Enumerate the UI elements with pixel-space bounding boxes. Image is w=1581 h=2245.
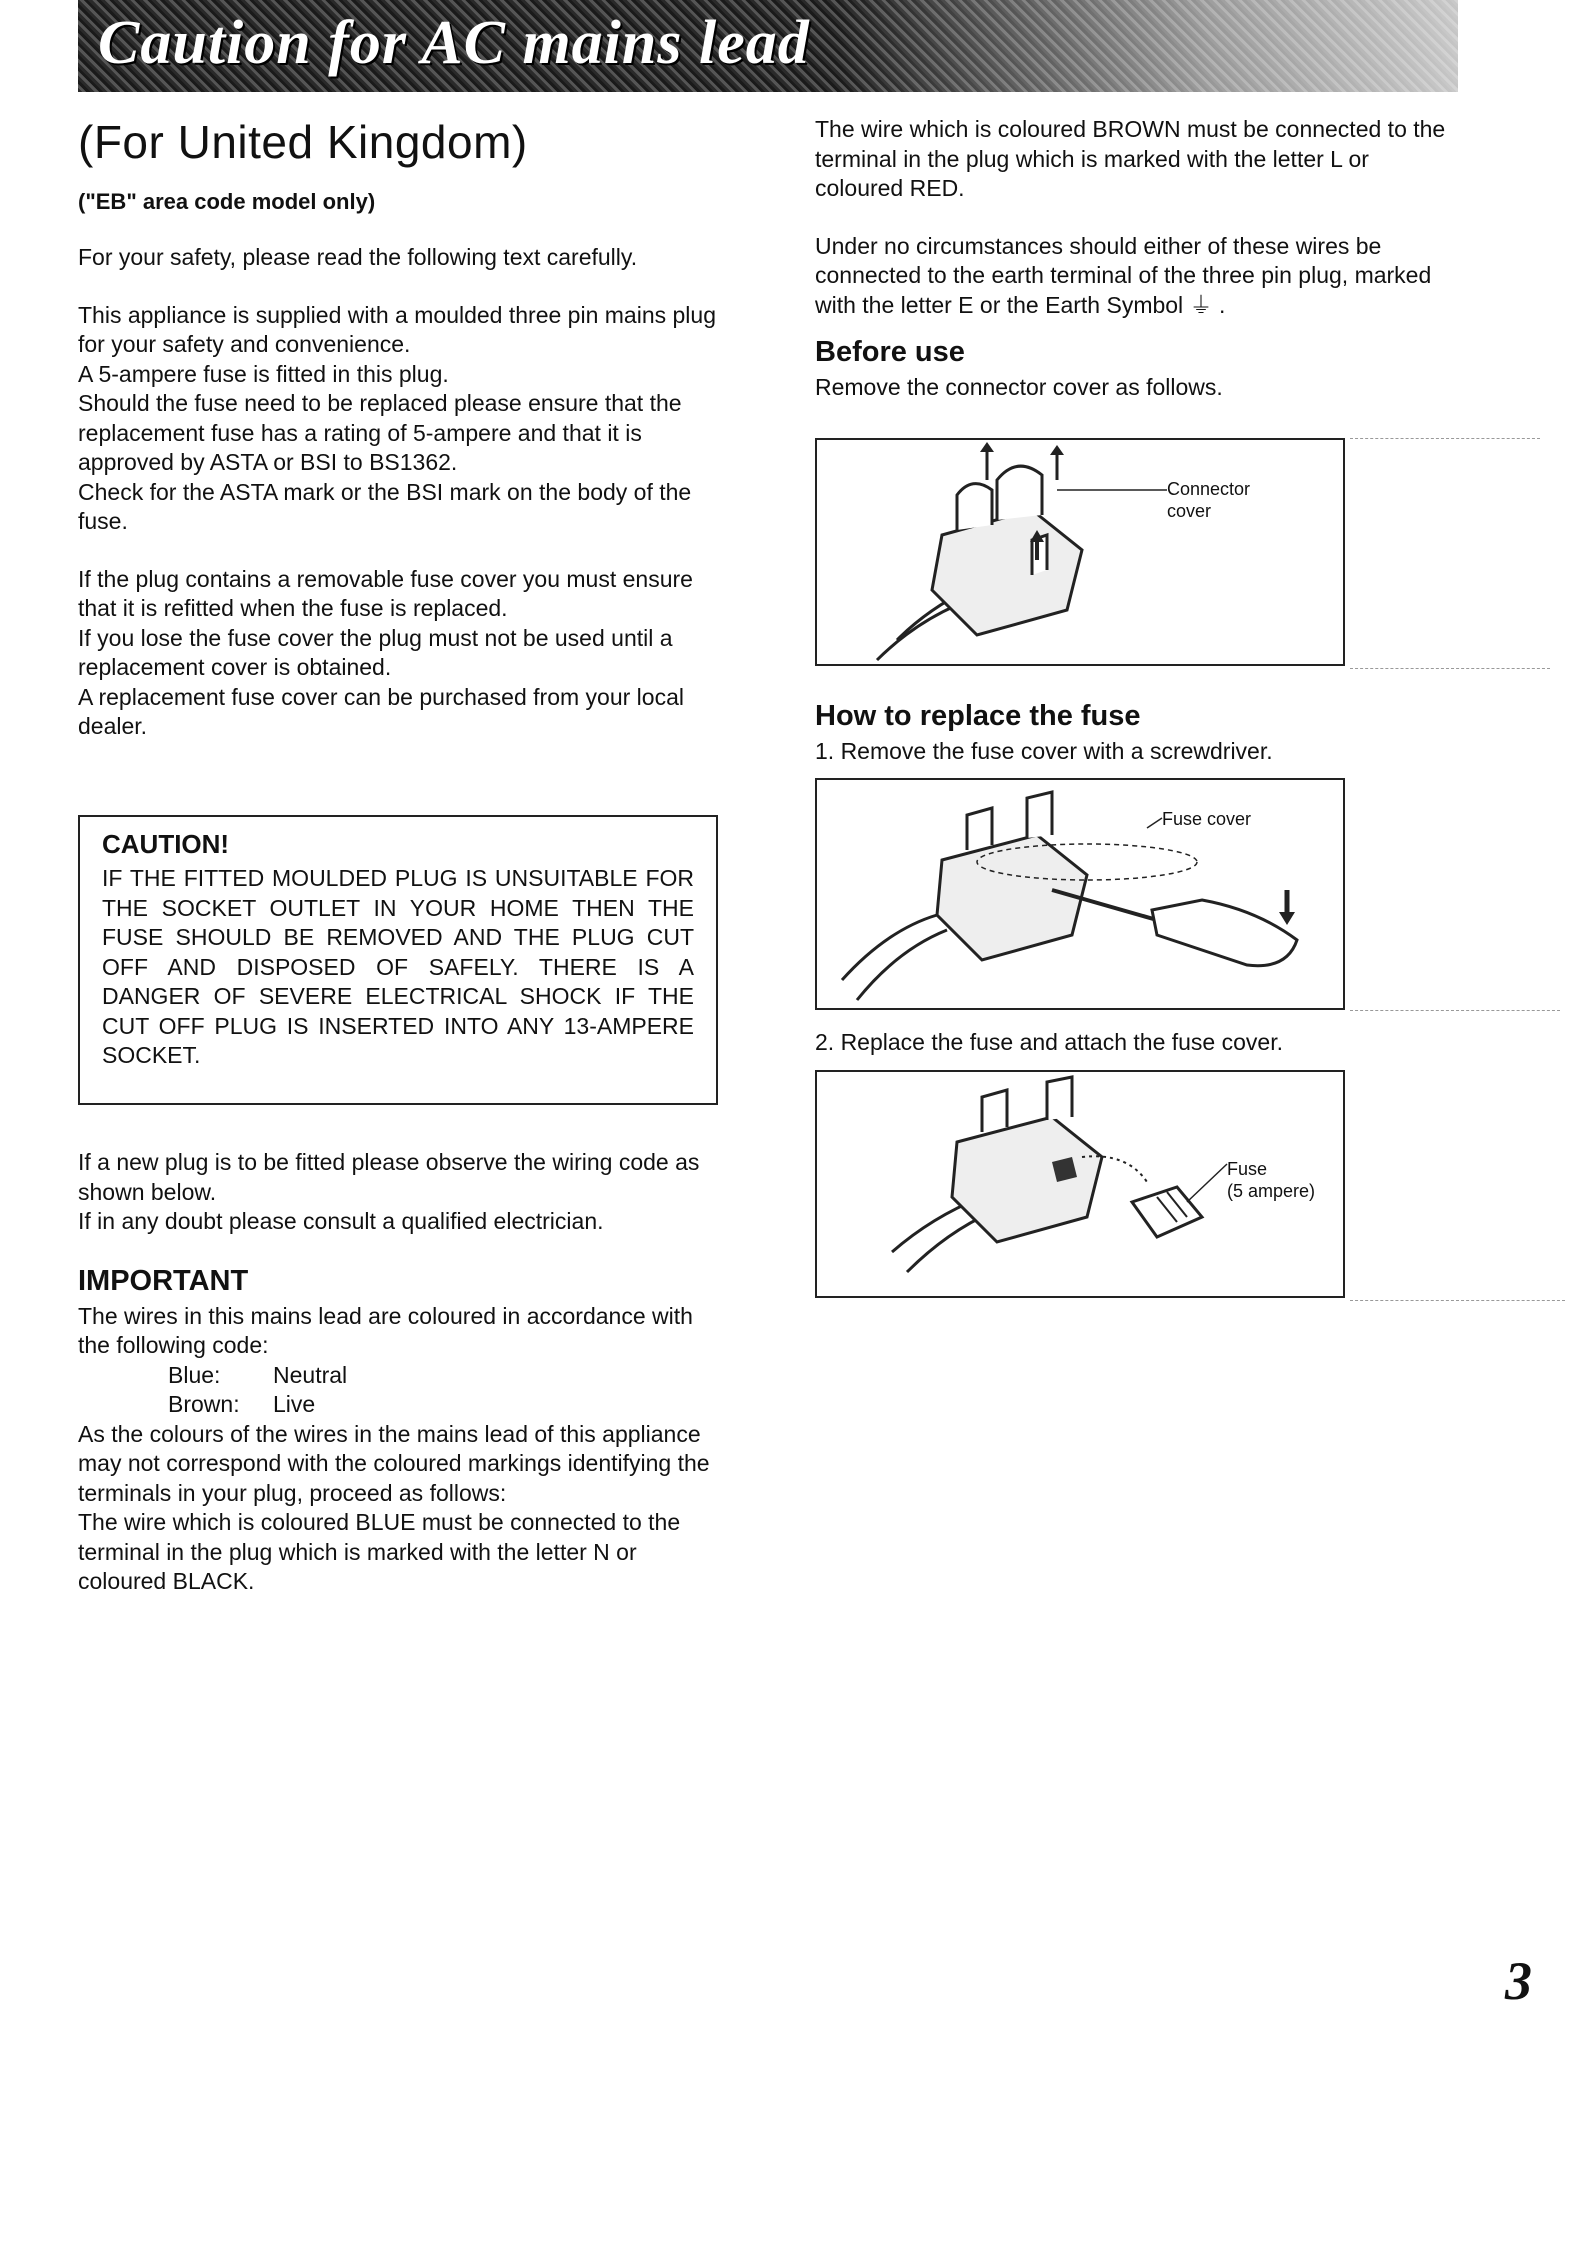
fuse-info-line: Check for the ASTA mark or the BSI mark on the body of the fuse. [78,478,692,534]
fuse-cover-line: A replacement fuse cover can be purchased from your local dealer. [78,683,684,739]
page-title: Caution for AC mains lead [98,9,810,77]
fuse-info-paragraph [78,301,718,537]
brown-wire-paragraph: The wire which is coloured BROWN must be connected to the terminal in the plug which is marked with the letter L or coloured RED. [815,116,1446,201]
left-lower [78,1148,718,1597]
fuse-cover-label: Fuse cover [1162,809,1252,829]
before-use-text: Remove the connector cover as follows. [815,374,1223,400]
blue-wire-paragraph: The wire which is coloured BLUE must be connected to the terminal in the plug which is marked with the letter N or coloured BLACK. [78,1509,681,1594]
caution-text: IF THE FITTED MOULDED PLUG IS UNSUITABLE FOR THE SOCKET OUTLET IN YOUR HOME THEN THE FUSE SHOULD BE REMOVED AND THE PLUG CUT OFF AND DISPOSED OF SAFELY. THERE IS A DANGER OF SEVERE ELECTRICAL SHOCK IF THE CUT OFF PLUG IS INSERTED INTO ANY 13-AMPERE SOCKET. [102,865,694,1068]
wire-colour: Blue: [168,1361,221,1388]
wiring-paragraph [78,1148,718,1237]
wiring-line: If a new plug is to be fitted please observe the wiring code as shown below. [78,1149,700,1205]
title-banner [78,0,1458,92]
earth-warning-paragraph: Under no circumstances should either of these wires be connected to the earth terminal of the three pin plug, marked with the letter E or the Earth Symbol ⏚ . [815,232,1432,318]
caution-box [78,815,718,1105]
wire-function: Neutral [273,1361,348,1388]
scan-mark [1350,438,1540,439]
area-code-note: ("EB" area code model only) [78,189,376,214]
plug-connector-illustration [817,440,1343,664]
left-column [78,115,718,770]
page-number: 3 [1505,1951,1532,2011]
important-title: IMPORTANT [78,1264,249,1297]
connector-cover-figure [815,438,1345,666]
fuse-label-line: (5 ampere) [1227,1181,1316,1201]
scan-mark [1350,668,1550,669]
connector-label-line: Connector [1167,479,1251,499]
fuse-label [1227,1158,1315,1202]
important-intro: The wires in this mains lead are coloured in accordance with the following code: [78,1302,693,1358]
fuse-label-line: Fuse [1227,1159,1268,1179]
caution-title: CAUTION! [102,829,230,859]
colour-mismatch-paragraph: As the colours of the wires in the mains lead of this appliance may not correspond with the coloured markings identifying the terminals in your plug, proceed as follows: [78,1420,710,1506]
step-1: 1. Remove the fuse cover with a screwdriver. [815,738,1273,764]
before-use-title: Before use [815,336,965,368]
replace-fuse-section [815,700,1455,767]
fuse-info-line: This appliance is supplied with a moulded three pin mains plug for your safety and convenience. [78,301,716,357]
banner-fade [838,0,1458,92]
fuse-cover-line: If the plug contains a removable fuse cover you must ensure that it is refitted when the fuse is replaced. [78,565,693,621]
fuse-cover-figure [815,778,1345,1010]
wire-code-list [168,1361,718,1420]
wire-code-item [168,1361,718,1391]
connector-label-line: cover [1167,501,1212,521]
replace-fuse-title: How to replace the fuse [815,700,1141,732]
fuse-cover-paragraph [78,565,718,742]
fuse-info-line: A 5-ampere fuse is fitted in this plug. [78,360,449,387]
scan-mark [1350,1010,1560,1011]
wiring-line: If in any doubt please consult a qualified electrician. [78,1208,604,1234]
wire-code-item [168,1390,718,1420]
connector-cover-label [1167,478,1250,522]
wire-function: Live [273,1391,316,1417]
fuse-info-line: Should the fuse need to be replaced please ensure that the replacement fuse has a rating of 5-ampere and that it is approved by ASTA or BSI to BS1362. [78,390,682,475]
right-column [815,115,1455,403]
wire-colour: Brown: [168,1391,240,1417]
screwdriver-illustration [817,780,1343,1008]
step-2: 2. Replace the fuse and attach the fuse cover. [815,1029,1283,1055]
fuse-figure [815,1070,1345,1298]
step-2-block [815,1028,1455,1058]
safety-intro: For your safety, please read the following text carefully. [78,244,638,270]
section-heading: (For United Kingdom) [78,116,528,168]
scan-mark [1350,1300,1565,1301]
fuse-cover-line: If you lose the fuse cover the plug must not be used until a replacement cover is obtained. [78,624,673,680]
